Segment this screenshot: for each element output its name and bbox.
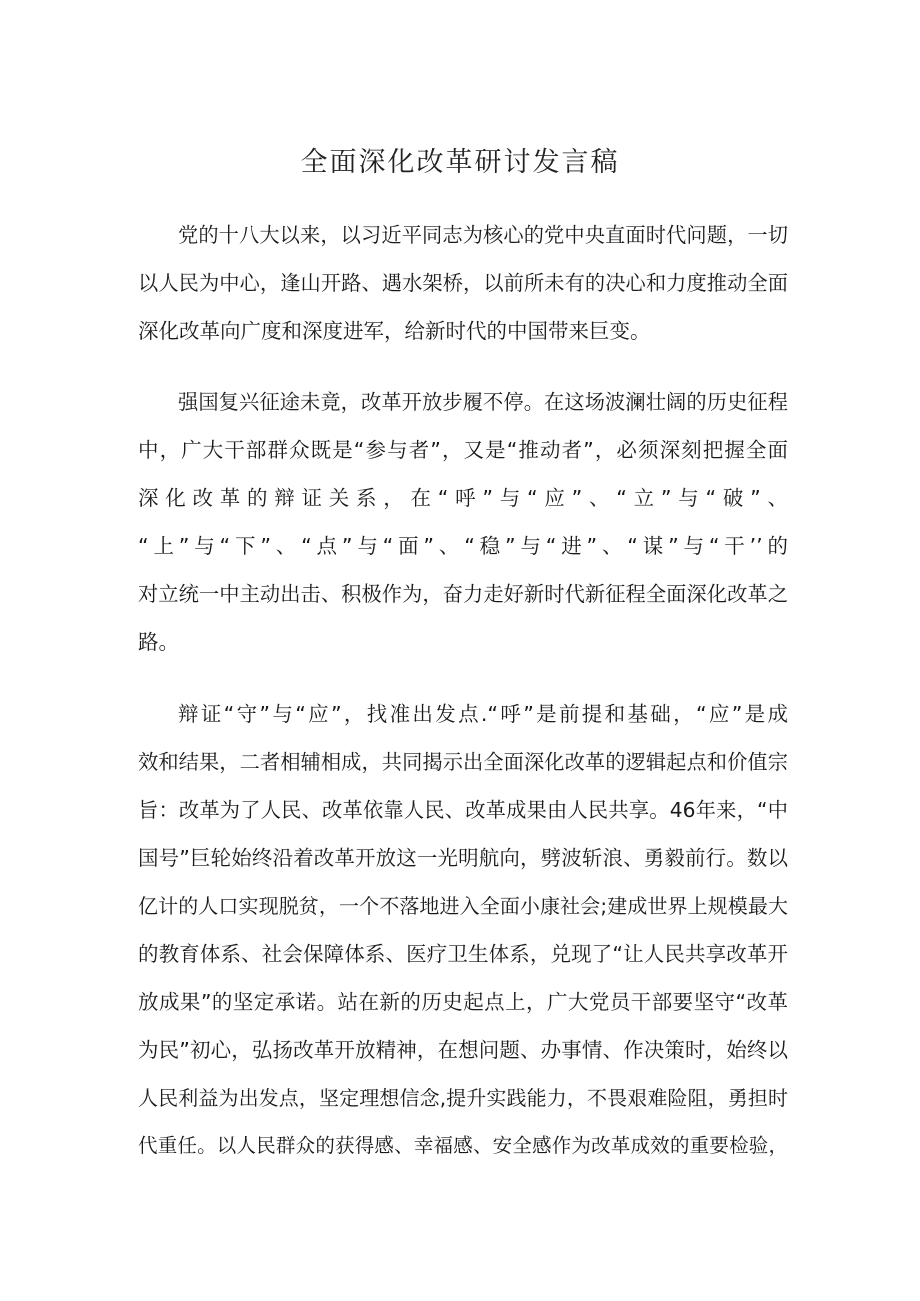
paragraph-1-line-2: 以人民为中心，逢山开路、遇水架桥，以前所未有的决心和力度推动全面 <box>138 271 788 295</box>
paragraph-2-line-1: 强国复兴征途未竟，改革开放步履不停。在这场波澜壮阔的历史征程 <box>178 390 788 414</box>
paragraph-1-line-1: 党的十八大以来，以习近平同志为核心的党中央直面时代问题，一切 <box>178 223 788 247</box>
paragraph-3-line-6: 的教育体系、社会保障体系、医疗卫生体系，兑现了“让人民共享改革开 <box>138 942 788 966</box>
paragraph-3-line-1: 辩证“守”与“应”，找准出发点.“呼”是前提和基础，“应”是成 <box>178 702 788 726</box>
paragraph-3-line-7: 放成果”的坚定承诺。站在新的历史起点上，广大党员干部要坚守“改革 <box>138 990 788 1014</box>
paragraph-3-line-3: 旨：改革为了人民、改革依靠人民、改革成果由人民共享。46年来，“中 <box>138 798 788 822</box>
paragraph-3-line-8: 为民”初心，弘扬改革开放精神，在想问题、办事情、作决策时，始终以 <box>138 1038 788 1062</box>
paragraph-2-line-3: 深化改革的辩证关系，在“呼”与“应”、“立”与“破”、 <box>138 486 788 510</box>
paragraph-2-line-5: 对立统一中主动出击、积极作为，奋力走好新时代新征程全面深化改革之 <box>138 582 788 606</box>
paragraph-3-line-2: 效和结果，二者相辅相成，共同揭示出全面深化改革的逻辑起点和价值宗 <box>138 750 788 774</box>
paragraph-2-line-2: 中，广大干部群众既是“参与者”，又是“推动者”，必须深刻把握全面 <box>138 438 788 462</box>
paragraph-3-line-4: 国号”巨轮始终沿着改革开放这一光明航向，劈波斩浪、勇毅前行。数以 <box>138 846 788 870</box>
paragraph-3-line-5: 亿计的人口实现脱贫，一个不落地进入全面小康社会;建成世界上规模最大 <box>138 894 788 918</box>
document-title: 全面深化改革研讨发言稿 <box>300 147 620 178</box>
paragraph-3-line-10: 代重任。以人民群众的获得感、幸福感、安全感作为改革成效的重要检验， <box>138 1134 788 1157</box>
paragraph-1-line-3: 深化改革向广度和深度进军，给新时代的中国带来巨变。 <box>138 319 651 343</box>
paragraph-2-line-4: “上”与“下”、“点”与“面”、“稳”与“进”、“谋”与“干’’的 <box>138 534 788 558</box>
paragraph-3-line-9: 人民利益为出发点，坚定理想信念,提升实践能力，不畏艰难险阻，勇担时 <box>138 1086 788 1110</box>
paragraph-2-line-6: 路。 <box>138 630 179 654</box>
